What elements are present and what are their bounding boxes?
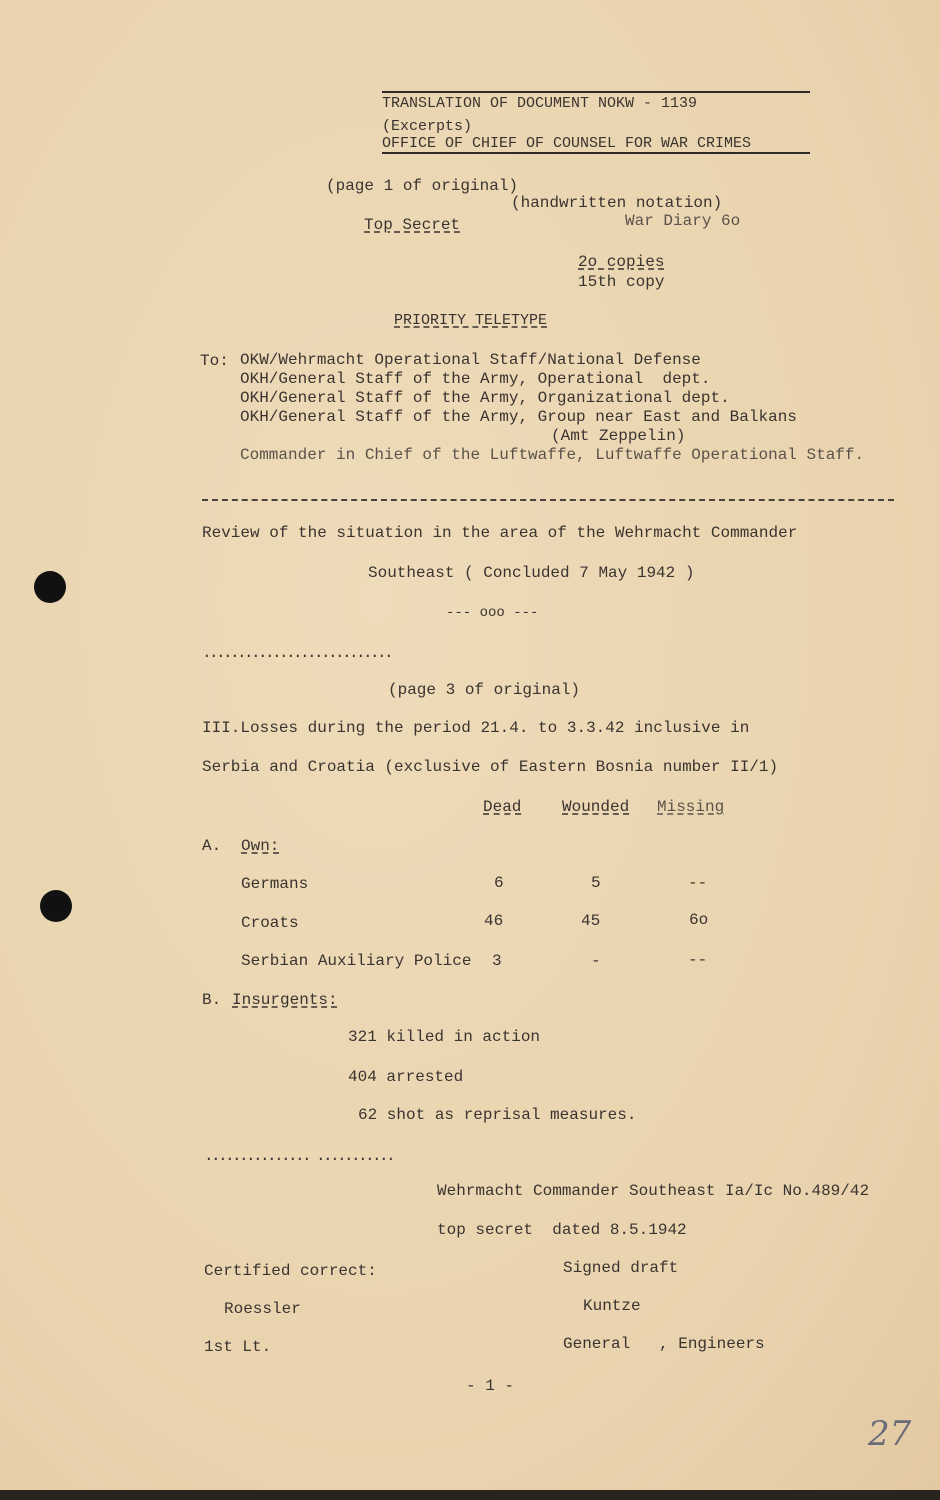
dots-separator: ............... ...........: [204, 1147, 394, 1165]
subject-line2: Southeast ( Concluded 7 May 1942 ): [368, 564, 695, 582]
signer-rank: General , Engineers: [563, 1335, 765, 1353]
signed-label: Signed draft: [563, 1259, 679, 1277]
certifier-name: Roessler: [224, 1300, 301, 1318]
recipient: OKH/General Staff of the Army, Organizational dept.: [240, 389, 730, 407]
insurgents-shot: 62 shot as reprisal measures.: [358, 1106, 637, 1124]
recipient: OKW/Wehrmacht Operational Staff/National Defense: [240, 351, 701, 369]
recipient: Commander in Chief of the Luftwaffe, Luftwaffe Operational Staff.: [240, 446, 865, 464]
cell-missing: --: [688, 951, 708, 969]
war-diary: War Diary 6o: [625, 212, 741, 230]
header-excerpts: (Excerpts): [382, 118, 473, 135]
scan-edge: [0, 1490, 940, 1500]
cell-dead: 6: [494, 874, 504, 892]
cell-wounded: -: [591, 952, 601, 970]
signer-name: Kuntze: [583, 1297, 641, 1315]
cell-dead: 3: [492, 952, 502, 970]
cell-missing: 6o: [689, 911, 709, 929]
cell-missing: --: [688, 874, 708, 892]
certifier-rank: 1st Lt.: [204, 1338, 272, 1356]
row-label: Serbian Auxiliary Police: [241, 952, 472, 970]
certified-label: Certified correct:: [204, 1262, 377, 1280]
header-bottom-rule: [382, 152, 810, 154]
reference-line2: top secret dated 8.5.1942: [437, 1221, 687, 1239]
insurgents-killed: 321 killed in action: [348, 1028, 541, 1046]
separator: --- ooo ---: [446, 605, 539, 621]
handwritten-note: (handwritten notation): [511, 194, 723, 212]
header-top-rule: [382, 91, 810, 93]
header-missing: Missing: [657, 798, 725, 816]
dots-separator: ...........................: [202, 644, 392, 662]
handwritten-page-number: 27: [868, 1414, 912, 1454]
header-title: TRANSLATION OF DOCUMENT NOKW - 1139: [382, 95, 698, 112]
cell-wounded: 45: [581, 912, 601, 930]
page-note-2: (page 3 of original): [388, 681, 581, 699]
recipients-label: To:: [200, 352, 229, 370]
reference-line1: Wehrmacht Commander Southeast Ia/Ic No.489/42: [437, 1182, 870, 1200]
section-a-letter: A.: [202, 837, 222, 855]
punch-hole: [34, 571, 66, 603]
doc-type: PRIORITY TELETYPE: [394, 312, 548, 329]
recipient: (Amt Zeppelin): [551, 427, 686, 445]
divider: [202, 499, 894, 501]
page-number: - 1 -: [466, 1377, 515, 1395]
subject-line1: Review of the situation in the area of the Wehrmacht Commander: [202, 524, 798, 542]
recipient: OKH/General Staff of the Army, Operational dept.: [240, 370, 711, 388]
section-b-title: Insurgents:: [232, 991, 338, 1009]
header-wounded: Wounded: [562, 798, 630, 816]
section-b-letter: B.: [202, 991, 222, 1009]
cell-wounded: 5: [591, 874, 601, 892]
header-dead: Dead: [483, 798, 522, 816]
losses-line2: Serbia and Croatia (exclusive of Eastern Bosnia number II/1): [202, 758, 779, 776]
insurgents-arrested: 404 arrested: [348, 1068, 464, 1086]
losses-line1: III.Losses during the period 21.4. to 3.3.42 inclusive in: [202, 719, 750, 737]
recipient: OKH/General Staff of the Army, Group near East and Balkans: [240, 408, 797, 426]
row-label: Croats: [241, 914, 299, 932]
page-note: (page 1 of original): [326, 177, 519, 195]
classification: Top Secret: [364, 216, 461, 234]
punch-hole: [40, 890, 72, 922]
cell-dead: 46: [484, 912, 504, 930]
header-office: OFFICE OF CHIEF OF COUNSEL FOR WAR CRIMES: [382, 135, 752, 152]
row-label: Germans: [241, 875, 309, 893]
section-a-title: Own:: [241, 837, 280, 855]
copies: 2o copies: [578, 253, 665, 271]
copy-number: 15th copy: [578, 273, 665, 291]
